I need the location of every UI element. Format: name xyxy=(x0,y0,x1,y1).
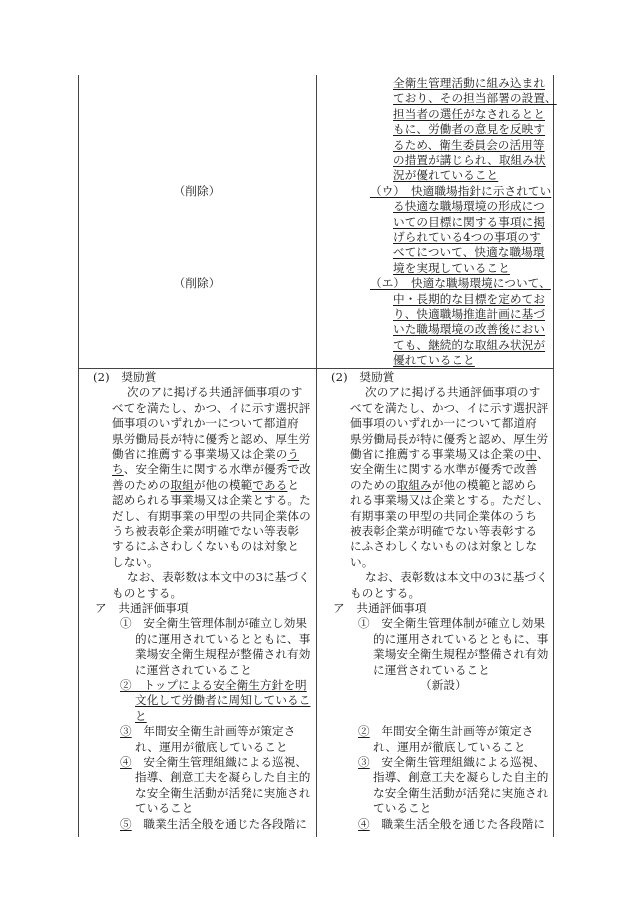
underlined-text: 文化して労働者に周知しているこ xyxy=(135,693,311,708)
text-segment: 的に運用されているとともに、事 xyxy=(135,631,311,646)
text-segment: が他の模範と認めら xyxy=(431,477,538,492)
underlined-text: 取組 xyxy=(170,477,194,492)
text-segment: だし、有期事業の甲型の共同企業体の xyxy=(112,508,311,523)
text-line xyxy=(135,709,147,724)
underlined-text: ④ xyxy=(120,755,132,769)
text-segment: (2) 奨励賞 xyxy=(331,370,395,384)
text-line xyxy=(120,817,307,832)
text-line xyxy=(358,616,545,631)
text-segment: 業場安全衛生規程が整備され有効 xyxy=(373,647,549,662)
text-segment: べてを満たし、かつ、イに示す選択評 xyxy=(350,400,549,415)
text-line xyxy=(393,168,498,183)
text-segment: 被表彰企業が明確でない等表彰する xyxy=(350,524,538,538)
text-segment: 職業生活全般を通じた各段階に xyxy=(369,816,546,831)
text-segment: 価事項のいずれか一について都道府 xyxy=(350,416,537,431)
text-segment: （新設） xyxy=(420,678,467,692)
underlined-text: り、快適職場推進計画に基づ xyxy=(393,307,546,321)
text-segment: うち被表彰企業が明確でない等表彰 xyxy=(112,524,300,538)
underlined-text: ており、その担当部署の設置、 xyxy=(393,91,557,106)
text-line xyxy=(350,524,537,539)
text-segment: れ、運用が徹底していること xyxy=(135,739,288,754)
underlined-text: ち xyxy=(112,462,124,477)
text-line xyxy=(120,616,307,631)
text-segment: 働省に推薦する事業場又は企業の xyxy=(112,447,288,461)
underlined-text: るため、衛生委員会の活用等 xyxy=(393,137,545,152)
text-line xyxy=(120,724,295,739)
text-segment: ア 共通評価事項 xyxy=(95,601,189,615)
text-line xyxy=(350,493,549,508)
text-line xyxy=(120,755,307,770)
text-line xyxy=(370,276,551,291)
underlined-text: る快適な職場環境の形成につ xyxy=(393,199,545,214)
text-line xyxy=(350,416,537,431)
text-line xyxy=(373,786,548,801)
text-segment: 県労働局長が特に優秀と認め、厚生労 xyxy=(112,431,311,446)
text-segment: 価事項のいずれか一について都道府 xyxy=(112,416,299,431)
text-line xyxy=(331,370,395,385)
text-segment: ていること xyxy=(373,801,432,816)
text-segment: い。 xyxy=(350,554,374,569)
text-segment: な安全衛生活動が活発に実施され xyxy=(135,785,311,800)
text-line xyxy=(112,509,311,524)
text-line xyxy=(112,447,299,462)
text-segment: のための xyxy=(350,477,397,492)
text-line xyxy=(373,647,548,662)
text-segment: するにふさわしくないものは対象と xyxy=(112,539,300,554)
text-line xyxy=(393,261,510,276)
underlined-text: もに、労働者の意見を反映す xyxy=(393,122,546,137)
text-segment: (2) 奨励賞 xyxy=(93,370,157,384)
text-line xyxy=(373,801,431,816)
text-line xyxy=(365,385,540,400)
text-segment: が他の模範 xyxy=(193,477,253,492)
underlined-text: げられている4つの事項のす xyxy=(393,230,541,244)
text-line xyxy=(373,770,548,785)
text-line xyxy=(393,322,545,337)
text-line xyxy=(78,184,316,199)
text-segment: 働省に推薦する事業場又は企業の xyxy=(350,447,526,461)
table-divider-middle xyxy=(316,75,317,837)
text-segment: 指導、創意工夫を凝らした自主的 xyxy=(373,770,549,785)
text-line xyxy=(135,647,310,662)
underlined-text: 全衛生管理活動に組み込まれ xyxy=(393,76,546,90)
text-segment: 業場安全衛生規程が整備され有効 xyxy=(135,647,311,662)
text-line xyxy=(393,76,545,91)
text-segment: に運営されていること xyxy=(135,662,252,677)
text-segment: ていること xyxy=(135,801,194,816)
underlined-text: う xyxy=(287,447,300,461)
text-line xyxy=(135,786,310,801)
text-line xyxy=(393,338,545,353)
text-line xyxy=(350,447,549,462)
underlined-text: いた職場環境の改善後におい xyxy=(393,322,546,337)
underlined-text: 取組み xyxy=(396,477,432,492)
text-line xyxy=(112,524,299,539)
text-line xyxy=(112,493,311,508)
text-segment: （削除） xyxy=(173,276,221,291)
text-line xyxy=(393,91,557,106)
text-segment: 善のための xyxy=(112,477,171,492)
text-line xyxy=(358,724,533,739)
text-line xyxy=(112,586,182,601)
text-segment: しない。 xyxy=(112,554,159,569)
underlined-text: べてについて、快適な職場環 xyxy=(393,245,545,260)
underlined-text: ても、継続的な取組み状況が xyxy=(393,337,546,352)
text-segment: 安全衛生管理組織による巡視、 xyxy=(369,755,546,769)
text-segment: 的に運用されているとともに、事 xyxy=(373,631,549,646)
text-segment: 年間安全衛生計画等が策定さ xyxy=(131,724,296,739)
underlined-text: の措置が講じられ、取組み状 xyxy=(393,153,546,167)
text-line xyxy=(393,107,545,122)
underlined-text: 境を実現していること xyxy=(393,260,510,275)
text-line xyxy=(78,276,316,291)
text-segment: 、 xyxy=(537,447,549,461)
text-line xyxy=(393,292,545,307)
text-line xyxy=(127,385,302,400)
text-line xyxy=(127,570,310,585)
text-segment: 、安全衛生に関する水準が優秀で改 xyxy=(123,462,311,477)
text-segment: な安全衛生活動が活発に実施され xyxy=(373,785,549,800)
text-segment: に運営されていること xyxy=(373,662,490,677)
text-line xyxy=(393,122,545,137)
text-line xyxy=(135,663,252,678)
text-line xyxy=(393,353,475,368)
underlined-text: と xyxy=(135,708,147,723)
text-line xyxy=(120,678,307,693)
text-line xyxy=(112,432,310,447)
text-line xyxy=(112,478,299,493)
underlined-text: ③ xyxy=(120,724,132,739)
text-line xyxy=(373,632,548,647)
text-segment: ものとする。 xyxy=(112,585,183,600)
underlined-text: ④ xyxy=(358,816,370,831)
text-line xyxy=(393,245,545,260)
underlined-text: （エ） 快適な職場環境について、 xyxy=(370,276,551,291)
text-line xyxy=(393,138,545,153)
text-segment: ア 共通評価事項 xyxy=(333,601,427,615)
text-line xyxy=(112,539,299,554)
text-line xyxy=(358,755,545,770)
underlined-text: 中 xyxy=(525,447,538,461)
text-segment: 指導、創意工夫を凝らした自主的 xyxy=(135,770,311,785)
text-line xyxy=(420,678,467,693)
text-line xyxy=(135,801,193,816)
text-line xyxy=(393,199,545,214)
text-line xyxy=(350,539,537,554)
text-line xyxy=(350,401,548,416)
text-segment: なお、表彰数は本文中の3に基づく xyxy=(127,570,310,585)
text-line xyxy=(350,555,373,570)
table-row-divider xyxy=(78,368,554,369)
text-segment: （削除） xyxy=(173,183,221,198)
underlined-text: （ウ） 快適職場指針に示されてい xyxy=(370,183,552,198)
text-segment: 次のアに掲げる共通評価事項のす xyxy=(365,385,541,400)
text-line xyxy=(370,184,551,199)
text-line xyxy=(112,462,311,477)
text-segment: べてを満たし、かつ、イに示す選択評 xyxy=(112,400,311,415)
text-segment: ① 安全衛生管理体制が確立し効果 xyxy=(358,616,546,631)
text-segment: と xyxy=(287,477,300,492)
text-line xyxy=(135,632,310,647)
text-line xyxy=(393,153,546,168)
text-segment: 安全衛生に関する水準が優秀で改善 xyxy=(350,462,538,477)
text-segment: ① 安全衛生管理体制が確立し効果 xyxy=(120,616,308,631)
text-segment: れ、運用が徹底していること xyxy=(373,739,526,754)
text-segment: にふさわしくないものは対象としな xyxy=(350,539,538,554)
table-border-right xyxy=(553,75,554,837)
text-line xyxy=(135,770,310,785)
text-line xyxy=(135,740,288,755)
text-segment: 安全衛生管理組織による巡視、 xyxy=(131,755,308,769)
text-segment: ものとする。 xyxy=(350,585,421,600)
text-line xyxy=(373,663,490,678)
underlined-text: 況が優れていること xyxy=(393,168,499,183)
underlined-text: 中・長期的な目標を定めてお xyxy=(393,291,546,306)
text-line xyxy=(350,432,548,447)
text-line xyxy=(393,215,545,230)
underlined-text: ③ xyxy=(358,755,370,769)
text-line xyxy=(350,478,537,493)
text-line xyxy=(350,586,420,601)
text-segment: 次のアに掲げる共通評価事項のす xyxy=(127,385,303,400)
text-line xyxy=(333,601,427,616)
text-line xyxy=(112,555,159,570)
underlined-text: 担当者の選任がなされるとと xyxy=(393,106,546,121)
text-line xyxy=(350,509,537,524)
text-line xyxy=(135,693,310,708)
text-segment: 県労働局長が特に優秀と認め、厚生労 xyxy=(350,431,549,446)
text-line xyxy=(350,462,537,477)
text-segment: なお、表彰数は本文中の3に基づく xyxy=(365,570,548,585)
underlined-text: である xyxy=(252,477,288,492)
text-line xyxy=(112,416,299,431)
text-line xyxy=(93,370,157,385)
text-line xyxy=(358,817,545,832)
text-segment: 年間安全衛生計画等が策定さ xyxy=(369,724,534,739)
text-line xyxy=(393,307,545,322)
text-line xyxy=(95,601,189,616)
underlined-text: 優れていること xyxy=(393,353,475,368)
text-line xyxy=(365,570,548,585)
text-line xyxy=(393,230,541,245)
text-line xyxy=(112,401,310,416)
underlined-text: ② トップによる安全衛生方針を明 xyxy=(120,678,307,692)
text-line xyxy=(373,740,526,755)
text-segment: れる事業場又は企業とする。ただし、 xyxy=(350,493,549,508)
text-segment: 有期事業の甲型の共同企業体のうち xyxy=(350,508,538,523)
text-segment: 職業生活全般を通じた各段階に xyxy=(131,816,308,831)
underlined-text: ⑤ xyxy=(120,816,132,831)
underlined-text: いての目標に関する事項に掲 xyxy=(393,214,546,229)
text-segment: 認められる事業場又は企業とする。た xyxy=(112,493,311,508)
underlined-text: ② xyxy=(358,724,370,739)
